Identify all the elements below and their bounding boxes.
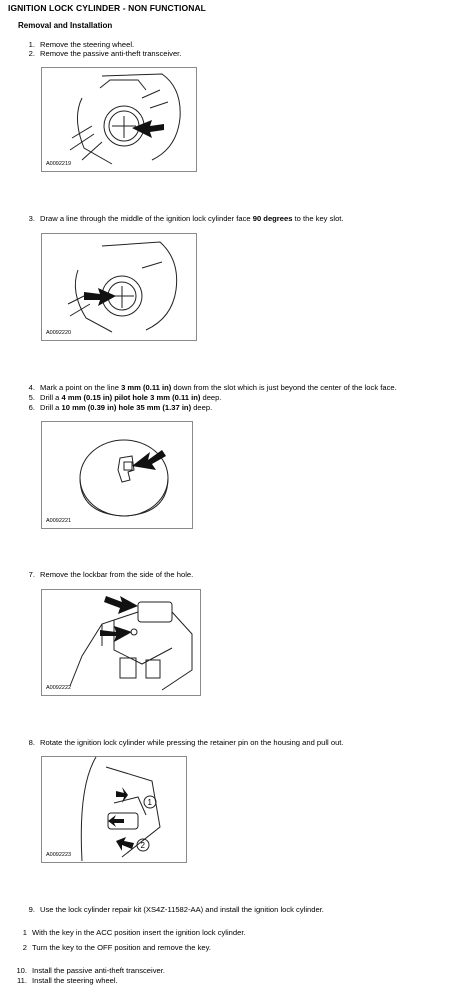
step-text: Remove the steering wheel.: [40, 40, 135, 49]
figure-drill-point: [41, 421, 193, 529]
illustration-lock-cylinder: [42, 68, 196, 171]
step-text: Drill a: [40, 393, 62, 402]
figure-steering-column-top: [41, 67, 197, 172]
step-4: [22, 383, 397, 392]
step-emphasis: 10 mm (0.39 in) hole 35 mm (1.37 in): [61, 403, 192, 412]
step-emphasis: 90 degrees: [252, 214, 293, 223]
step-text: Rotate the ignition lock cylinder while pressing the retainer pin on the housing and pull out.: [40, 738, 344, 747]
step-number: 9.: [28, 905, 35, 914]
step-8: [22, 738, 344, 747]
step-number: 1.: [28, 40, 35, 49]
step-number: 7.: [28, 570, 35, 579]
step-emphasis: 3 mm (0.11 in): [121, 383, 172, 392]
step-3: [22, 214, 344, 223]
step-10: [14, 966, 165, 975]
step-9: [22, 905, 324, 914]
step-1: [22, 40, 134, 49]
step-number: 6.: [28, 403, 35, 412]
step-number: 8.: [28, 738, 35, 747]
step-emphasis: 4 mm (0.15 in) pilot hole 3 mm (0.11 in): [61, 393, 201, 402]
step-number: 10.: [16, 966, 27, 975]
step-text: Remove the lockbar from the side of the hole.: [40, 570, 194, 579]
substep-text: Turn the key to the OFF position and remove the key.: [32, 943, 211, 952]
substep-1: [14, 928, 246, 937]
page-title: IGNITION LOCK CYLINDER - NON FUNCTIONAL: [8, 3, 206, 13]
step-11: [14, 976, 118, 985]
step-number: 11.: [17, 976, 27, 985]
figure-id: A0092220: [46, 330, 72, 336]
section-heading: Removal and Installation: [18, 21, 113, 30]
step-number: 3.: [28, 214, 35, 223]
figure-id: A0092223: [46, 852, 72, 858]
step-text-end: to the key slot.: [292, 214, 344, 223]
figure-lockbar: [41, 589, 201, 696]
step-number: 2.: [28, 49, 35, 58]
step-text: Drill a: [40, 403, 62, 412]
figure-id: A0092221: [46, 518, 72, 524]
figure-remove-cylinder: [41, 756, 187, 863]
step-number: 5.: [28, 393, 35, 402]
substep-2: [14, 943, 211, 952]
step-text: Use the lock cylinder repair kit (XS4Z-11582-AA) and install the ignition lock cylinder.: [40, 905, 324, 914]
step-text: Draw a line through the middle of the ignition lock cylinder face: [40, 214, 253, 223]
figure-id: A0092219: [46, 161, 72, 167]
substep-text: With the key in the ACC position insert the ignition lock cylinder.: [32, 928, 246, 937]
step-text: Install the steering wheel.: [32, 976, 118, 985]
illustration-lock-face-drill: [42, 422, 192, 528]
step-6: [22, 403, 212, 412]
step-text-end: down from the slot which is just beyond the center of the lock face.: [171, 383, 397, 392]
step-number: 4.: [28, 383, 35, 392]
step-text-end: deep.: [191, 403, 213, 412]
illustration-lock-face-line: [42, 234, 196, 340]
step-5: [22, 393, 222, 402]
substep-number: 1: [22, 928, 27, 937]
illustration-cylinder-removal: [42, 757, 186, 862]
step-text: Remove the passive anti-theft transceiver.: [40, 49, 182, 58]
callout-1: 1: [147, 798, 152, 807]
callout-2: 2: [140, 841, 145, 850]
substep-number: 2: [22, 943, 27, 952]
step-text: Mark a point on the line: [40, 383, 122, 392]
figure-id: A0092222: [46, 685, 72, 691]
illustration-lockbar: [42, 590, 200, 695]
step-2: [22, 49, 181, 58]
step-text-end: deep.: [200, 393, 222, 402]
step-text: Install the passive anti-theft transceiver.: [32, 966, 165, 975]
figure-line-on-face: [41, 233, 197, 341]
step-7: [22, 570, 193, 579]
